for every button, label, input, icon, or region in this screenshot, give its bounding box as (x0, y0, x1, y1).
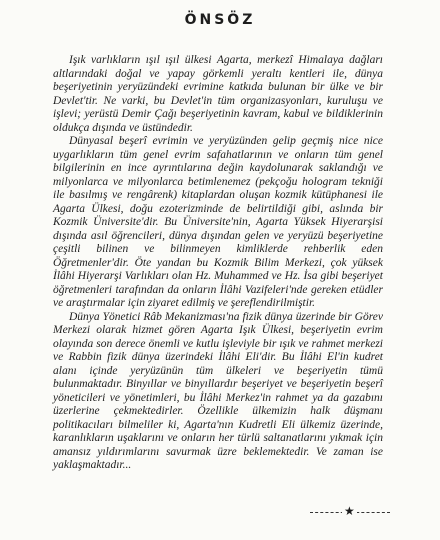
star-ornament-icon: ★ (344, 504, 355, 518)
page-title: ÖNSÖZ (184, 12, 256, 28)
paragraph: Işık varlıkların ışıl ışıl ülkesi Agarta, merkezî Himalaya dağları altlarındaki doğal ve yapay görkemli yeraltı kentleri ile, dünya beşeriyetinin yeryüzündeki evrimine katkıda bulunan bir ülke ve bir Devlet'tir. Ne varki, bu Devlet'in tüm organizasyonları, kuruluşu ve işlevi; yerüstü Demir Çağı beşeriyetinin kavram, kabul ve bildiklerinin oldukça dışında ve üstündedir. (53, 54, 383, 134)
body-text (53, 54, 383, 473)
paragraph: Dünyasal beşerî evrimin ve yeryüzünden gelip geçmiş nice nice uygarlıkların tüm genel evrim safahatlarının ve onların tüm genel bilgilerinin en ince ayrıntılarına değin kaydolunarak saklandığı ve milyonlarca ve milyonlarca betimlenemez (pekçoğu hologram tekniği ile basılmış ve rengârenk) kitaplardan oluşan kozmik kütüphanesi ile Agarta Ülkesi, doğu ezoterizminde de belirtildiği gibi, aslında bir Kozmik Üniversite'dir. Bu Üniversite'nin, Agarta Yüksek Hiyerarşisi dışında asıl öğrencileri, dünya dışından gelen ve yeryüzü beşeriyetine çeşitli bilinen ve bilinmeyen kimliklerde rehberlik eden Öğretmenler'dir. Öte yandan bu Kozmik Bilim Merkezi, çok yüksek İlâhi Hiyerarşi Varlıkları olan Hz. Muhammed ve Hz. İsa gibi beşeriyet öğretmenleri tarafından da onların İlâhi Vazifeleri'nde gereken etüdler ve araştırmalar için ziyaret edilmiş ve şereflendirilmiştir. (53, 135, 383, 309)
paragraph: Dünya Yönetici Râb Mekanizması'na fizik dünya üzerinde bir Görev Merkezi olarak hizmet gören Agarta Işık Ülkesi, beşeriyetin evrim olayında son derece önemli ve kutlu işleviyle bir ışık ve rahmet merkezi ve Rabbin fizik dünya üzerindeki İlâhi Eli'dir. Bu İlâhi El'in kudret alanı içinde yeryüzünün tüm ülkeleri ve beşeriyetin tümü bulunmaktadır. Binyıllar ve binyıllardır beşeriyet ve beşeriyetin beşerî yöneticileri ve yönetimleri, bu İlâhi Merkez'in rahmet ya da gazabını üzerlerine çekmektedirler. Özellikle ülkemizin halk düşmanı politikacıları bilmeliler ki, Agarta'nın Kudretli Eli ülkemiz üzerinde, karanlıkların uşaklarını ve onların her türlü saltanatlarını yıkmak için amansız yıldırımlarını savurmak üzre beklemektedir. Ve zaman ise yaklaşmaktadır... (53, 310, 383, 471)
